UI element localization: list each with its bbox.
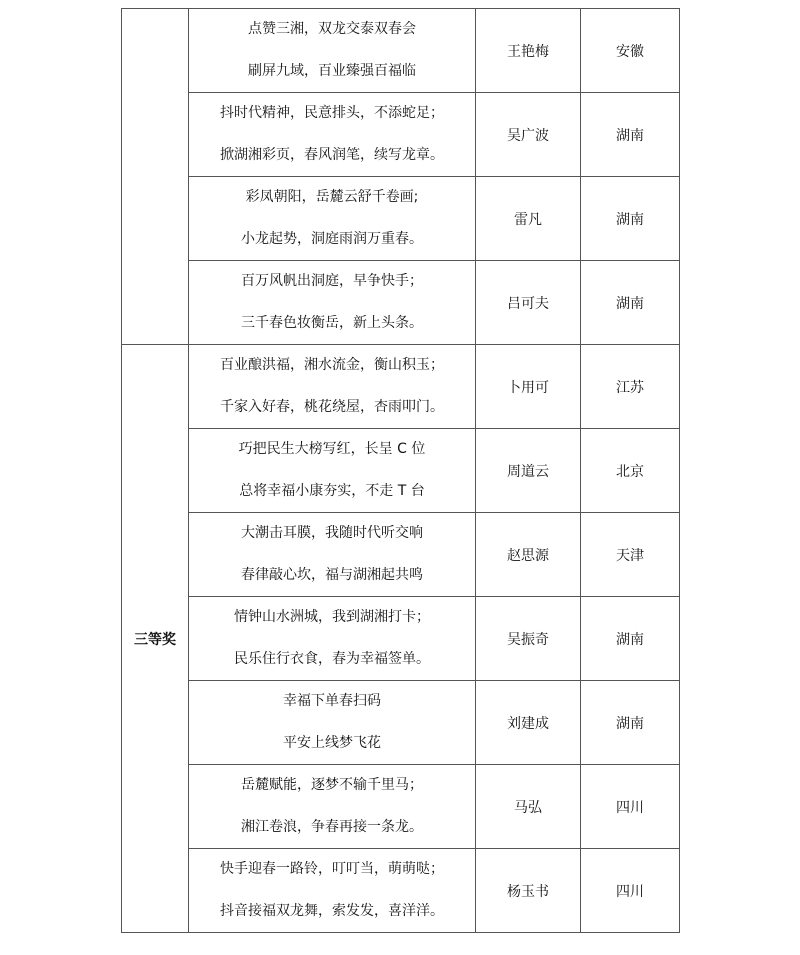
table-row [122, 345, 680, 429]
couplet-second-line: 民乐住行衣食，春为幸福签单。 [234, 651, 430, 667]
couplet-cell [189, 681, 476, 765]
couplet-second-line: 湘江卷浪，争春再接一条龙。 [241, 819, 423, 835]
table-row [122, 513, 680, 597]
couplet-cell [189, 849, 476, 933]
table-row [122, 93, 680, 177]
author-region: 天津 [581, 513, 680, 597]
category-cell [122, 345, 189, 933]
author-region: 安徽 [581, 9, 680, 93]
table-row [122, 849, 680, 933]
couplet-second-line: 抖音接福双龙舞，索发发，喜洋洋。 [220, 903, 444, 919]
table-row [122, 177, 680, 261]
couplet-second-line: 春律敲心坎，福与湖湘起共鸣 [241, 567, 423, 583]
author-name: 吕可夫 [476, 261, 581, 345]
author-name: 王艳梅 [476, 9, 581, 93]
author-name: 卜用可 [476, 345, 581, 429]
author-name: 吴广波 [476, 93, 581, 177]
author-name: 赵思源 [476, 513, 581, 597]
table-row [122, 261, 680, 345]
couplet-first-line: 巧把民生大榜写红，长呈 C 位 [238, 441, 426, 457]
author-region: 湖南 [581, 177, 680, 261]
couplet-first-line: 百业酿洪福，湘水流金，衡山积玉； [220, 357, 444, 373]
author-region: 湖南 [581, 93, 680, 177]
couplet-first-line: 百万风帆出洞庭，早争快手； [241, 273, 423, 289]
couplet-second-line: 刷屏九域，百业臻强百福临 [248, 63, 416, 79]
author-region: 湖南 [581, 261, 680, 345]
table-row [122, 765, 680, 849]
author-name: 雷凡 [476, 177, 581, 261]
couplet-cell [189, 765, 476, 849]
couplet-first-line: 情钟山水洲城，我到湖湘打卡； [234, 609, 430, 625]
table-row [122, 597, 680, 681]
couplet-cell [189, 597, 476, 681]
author-region: 湖南 [581, 597, 680, 681]
couplet-cell [189, 93, 476, 177]
author-region: 北京 [581, 429, 680, 513]
couplet-cell [189, 177, 476, 261]
couplet-cell [189, 345, 476, 429]
couplet-first-line: 幸福下单春扫码 [283, 693, 381, 709]
couplet-first-line: 大潮击耳膜，我随时代听交响 [241, 525, 423, 541]
author-name: 杨玉书 [476, 849, 581, 933]
category-label: 三等奖 [134, 631, 176, 648]
couplet-cell [189, 9, 476, 93]
couplet-first-line: 快手迎春一路铃，叮叮当，萌萌哒； [220, 861, 444, 877]
author-name: 周道云 [476, 429, 581, 513]
couplet-second-line: 三千春色妆衡岳，新上头条。 [241, 315, 423, 331]
couplet-first-line: 岳麓赋能，逐梦不输千里马； [241, 777, 423, 793]
author-region: 湖南 [581, 681, 680, 765]
couplet-first-line: 彩凤朝阳，岳麓云舒千卷画; [245, 189, 419, 205]
couplet-cell [189, 513, 476, 597]
couplet-second-line: 平安上线梦飞花 [283, 735, 381, 751]
couplet-cell [189, 261, 476, 345]
author-name: 刘建成 [476, 681, 581, 765]
table-row [122, 429, 680, 513]
table-row [122, 9, 680, 93]
author-name: 马弘 [476, 765, 581, 849]
table-row [122, 681, 680, 765]
awards-table [121, 8, 680, 933]
category-cell [122, 9, 189, 345]
author-region: 江苏 [581, 345, 680, 429]
couplet-second-line: 小龙起势，洞庭雨润万重春。 [241, 231, 423, 247]
author-name: 吴振奇 [476, 597, 581, 681]
couplet-second-line: 总将幸福小康夯实，不走 T 台 [239, 483, 425, 499]
couplet-second-line: 千家入好春，桃花绕屋，杏雨叩门。 [220, 399, 444, 415]
couplet-first-line: 抖时代精神，民意排头，不添蛇足； [220, 105, 444, 121]
author-region: 四川 [581, 765, 680, 849]
couplet-second-line: 掀湖湘彩页，春风润笔，续写龙章。 [220, 147, 444, 163]
author-region: 四川 [581, 849, 680, 933]
couplet-first-line: 点赞三湘，双龙交泰双春会 [248, 21, 416, 37]
couplet-cell [189, 429, 476, 513]
